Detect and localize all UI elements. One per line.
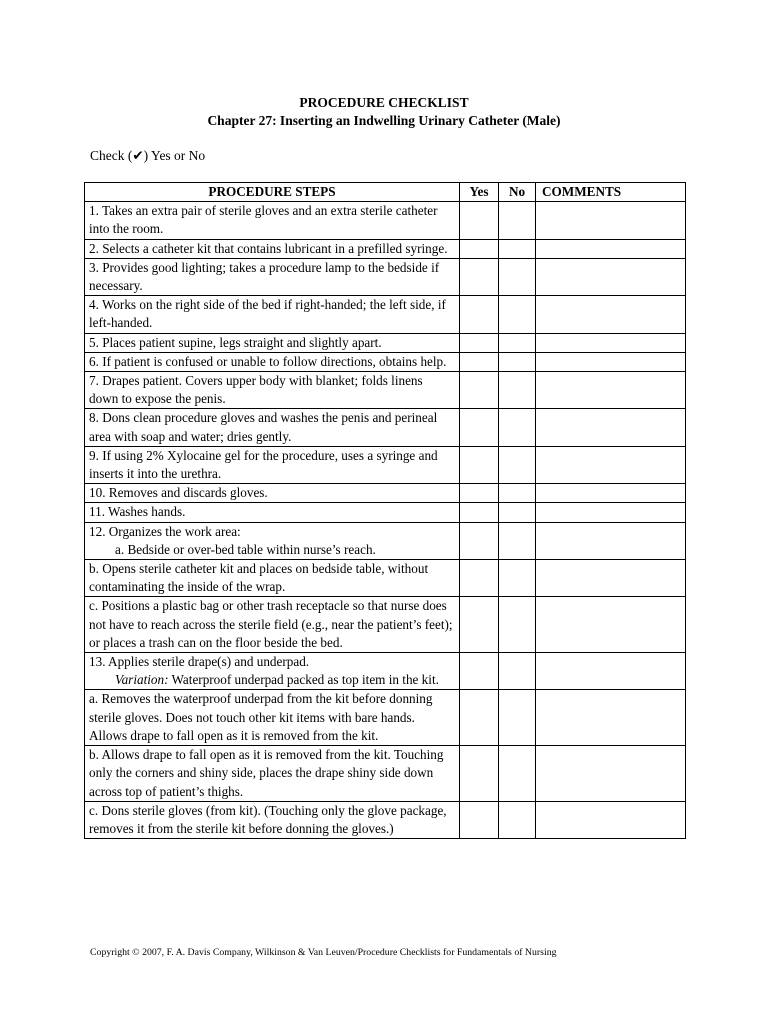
yes-checkbox-cell[interactable] xyxy=(460,690,499,746)
yes-checkbox-cell[interactable] xyxy=(460,372,499,409)
no-checkbox-cell[interactable] xyxy=(499,560,536,597)
no-checkbox-cell[interactable] xyxy=(499,409,536,446)
procedure-step-text: 10. Removes and discards gloves. xyxy=(89,485,268,501)
no-checkbox-cell[interactable] xyxy=(499,653,536,690)
comments-cell[interactable] xyxy=(536,296,686,333)
procedure-step-text: 1. Takes an extra pair of sterile gloves and an extra sterile catheter into the room. xyxy=(89,203,438,237)
no-checkbox-cell[interactable] xyxy=(499,372,536,409)
table-row xyxy=(85,202,686,239)
procedure-step-cell xyxy=(85,484,460,503)
procedure-step-cell xyxy=(85,352,460,371)
no-checkbox-cell[interactable] xyxy=(499,446,536,483)
yes-checkbox-cell[interactable] xyxy=(460,333,499,352)
comments-cell[interactable] xyxy=(536,690,686,746)
table-row xyxy=(85,352,686,371)
procedure-step-text: 3. Provides good lighting; takes a procedure lamp to the bedside if necessary. xyxy=(89,259,440,294)
table-row xyxy=(85,333,686,352)
yes-checkbox-cell[interactable] xyxy=(460,446,499,483)
no-checkbox-cell[interactable] xyxy=(499,296,536,333)
table-header-row xyxy=(85,183,686,202)
comments-cell[interactable] xyxy=(536,372,686,409)
table-row xyxy=(85,409,686,446)
procedure-step-cell xyxy=(85,653,460,690)
yes-checkbox-cell[interactable] xyxy=(460,258,499,295)
comments-cell[interactable] xyxy=(536,202,686,239)
yes-checkbox-cell[interactable] xyxy=(460,352,499,371)
no-checkbox-cell[interactable] xyxy=(499,503,536,522)
checkmark-icon: ✔ xyxy=(132,148,144,163)
no-checkbox-cell[interactable] xyxy=(499,522,536,559)
procedure-step-cell xyxy=(85,690,460,746)
procedure-step-text: 11. Washes hands. xyxy=(89,504,186,520)
procedure-step-text: b. Allows drape to fall open as it is removed from the kit. Touching only the corners and shiny side, places the drape shiny side down across top of patient’s thighs. xyxy=(89,747,444,799)
yes-checkbox-cell[interactable] xyxy=(460,409,499,446)
comments-cell[interactable] xyxy=(536,239,686,258)
procedure-step-cell xyxy=(85,372,460,409)
procedure-step-text: a. Removes the waterproof underpad from the kit before donning sterile gloves. Does not touch other kit items with bare hands. Allows drape to fall open as it is removed from the kit. xyxy=(89,691,433,743)
no-checkbox-cell[interactable] xyxy=(499,746,536,802)
page-title: PROCEDURE CHECKLIST xyxy=(299,95,469,110)
no-checkbox-cell[interactable] xyxy=(499,690,536,746)
check-instruction-suffix: ) Yes or No xyxy=(143,148,206,163)
comments-cell[interactable] xyxy=(536,503,686,522)
yes-checkbox-cell[interactable] xyxy=(460,522,499,559)
no-checkbox-cell[interactable] xyxy=(499,239,536,258)
procedure-step-cell xyxy=(85,446,460,483)
header-yes: Yes xyxy=(460,183,499,202)
procedure-step-cell xyxy=(85,746,460,802)
table-row xyxy=(85,801,686,838)
procedure-step-cell xyxy=(85,239,460,258)
check-instruction xyxy=(90,147,205,164)
procedure-substep-text: a. Bedside or over-bed table within nurse’s reach. xyxy=(115,541,376,557)
header-procedure-steps: PROCEDURE STEPS xyxy=(85,183,460,202)
table-row xyxy=(85,258,686,295)
header-no: No xyxy=(499,183,536,202)
no-checkbox-cell[interactable] xyxy=(499,801,536,838)
yes-checkbox-cell[interactable] xyxy=(460,484,499,503)
no-checkbox-cell[interactable] xyxy=(499,484,536,503)
comments-cell[interactable] xyxy=(536,653,686,690)
table-row xyxy=(85,560,686,597)
procedure-step-text: 4. Works on the right side of the bed if right-handed; the left side, if left-handed. xyxy=(89,297,446,331)
comments-cell[interactable] xyxy=(536,409,686,446)
comments-cell[interactable] xyxy=(536,352,686,371)
yes-checkbox-cell[interactable] xyxy=(460,560,499,597)
procedure-step-text: 6. If patient is confused or unable to follow directions, obtains help. xyxy=(89,353,447,369)
comments-cell[interactable] xyxy=(536,446,686,483)
comments-cell[interactable] xyxy=(536,333,686,352)
no-checkbox-cell[interactable] xyxy=(499,258,536,295)
table-row xyxy=(85,239,686,258)
table-row xyxy=(85,690,686,746)
procedure-step-cell xyxy=(85,333,460,352)
yes-checkbox-cell[interactable] xyxy=(460,296,499,333)
yes-checkbox-cell[interactable] xyxy=(460,653,499,690)
comments-cell[interactable] xyxy=(536,258,686,295)
procedure-step-text: 8. Dons clean procedure gloves and washes the penis and perineal area with soap and water; dries gently. xyxy=(89,410,438,444)
comments-cell[interactable] xyxy=(536,522,686,559)
no-checkbox-cell[interactable] xyxy=(499,333,536,352)
check-instruction-prefix: Check ( xyxy=(90,148,133,163)
variation-label: Variation: xyxy=(115,672,169,688)
procedure-step-text: c. Positions a plastic bag or other trash receptacle so that nurse does not have to reach across the sterile field (e.g., near the patient’s feet); or places a trash can on the floor beside the bed. xyxy=(89,598,453,650)
procedure-step-cell xyxy=(85,296,460,333)
procedure-step-text: 5. Places patient supine, legs straight and slightly apart. xyxy=(89,334,382,350)
no-checkbox-cell[interactable] xyxy=(499,597,536,653)
yes-checkbox-cell[interactable] xyxy=(460,597,499,653)
procedure-step-cell xyxy=(85,258,460,295)
table-row xyxy=(85,372,686,409)
procedure-step-cell xyxy=(85,522,460,559)
procedure-step-cell xyxy=(85,202,460,239)
procedure-step-cell xyxy=(85,597,460,653)
yes-checkbox-cell[interactable] xyxy=(460,746,499,802)
procedure-checklist-table xyxy=(84,182,686,839)
comments-cell[interactable] xyxy=(536,746,686,802)
table-row xyxy=(85,484,686,503)
procedure-step-cell xyxy=(85,409,460,446)
comments-cell[interactable] xyxy=(536,484,686,503)
no-checkbox-cell[interactable] xyxy=(499,352,536,371)
page-subtitle: Chapter 27: Inserting an Indwelling Urinary Catheter (Male) xyxy=(207,113,561,128)
yes-checkbox-cell[interactable] xyxy=(460,503,499,522)
comments-cell[interactable] xyxy=(536,597,686,653)
table-row xyxy=(85,446,686,483)
header-comments: COMMENTS xyxy=(536,183,686,202)
table-row xyxy=(85,597,686,653)
table-row xyxy=(85,522,686,559)
procedure-step-text: b. Opens sterile catheter kit and places on bedside table, without contaminating the inside of the wrap. xyxy=(89,561,429,595)
table-row xyxy=(85,503,686,522)
procedure-step-cell xyxy=(85,503,460,522)
procedure-variation xyxy=(89,671,455,689)
table-row xyxy=(85,296,686,333)
copyright-footer: Copyright © 2007, F. A. Davis Company, Wilkinson & Van Leuven/Procedure Checklists for Fundamentals of Nursing xyxy=(90,947,557,958)
procedure-step-cell xyxy=(85,560,460,597)
procedure-step-text: c. Dons sterile gloves (from kit). (Touching only the glove package, removes it from the sterile kit before donning the gloves.) xyxy=(89,802,447,836)
yes-checkbox-cell[interactable] xyxy=(460,801,499,838)
table-row xyxy=(85,653,686,690)
no-checkbox-cell[interactable] xyxy=(499,202,536,239)
procedure-step-text: 7. Drapes patient. Covers upper body with blanket; folds linens down to expose the penis. xyxy=(89,373,423,407)
procedure-step-cell xyxy=(85,801,460,838)
yes-checkbox-cell[interactable] xyxy=(460,239,499,258)
procedure-step-text: 13. Applies sterile drape(s) and underpad. xyxy=(89,654,310,670)
comments-cell[interactable] xyxy=(536,801,686,838)
procedure-step-text: 9. If using 2% Xylocaine gel for the procedure, uses a syringe and inserts it into the urethra. xyxy=(89,447,438,482)
procedure-step-text: 12. Organizes the work area: xyxy=(89,523,241,539)
comments-cell[interactable] xyxy=(536,560,686,597)
yes-checkbox-cell[interactable] xyxy=(460,202,499,239)
procedure-step-text: 2. Selects a catheter kit that contains lubricant in a prefilled syringe. xyxy=(89,240,448,256)
variation-text: Waterproof underpad packed as top item in the kit. xyxy=(168,672,439,688)
table-row xyxy=(85,746,686,802)
